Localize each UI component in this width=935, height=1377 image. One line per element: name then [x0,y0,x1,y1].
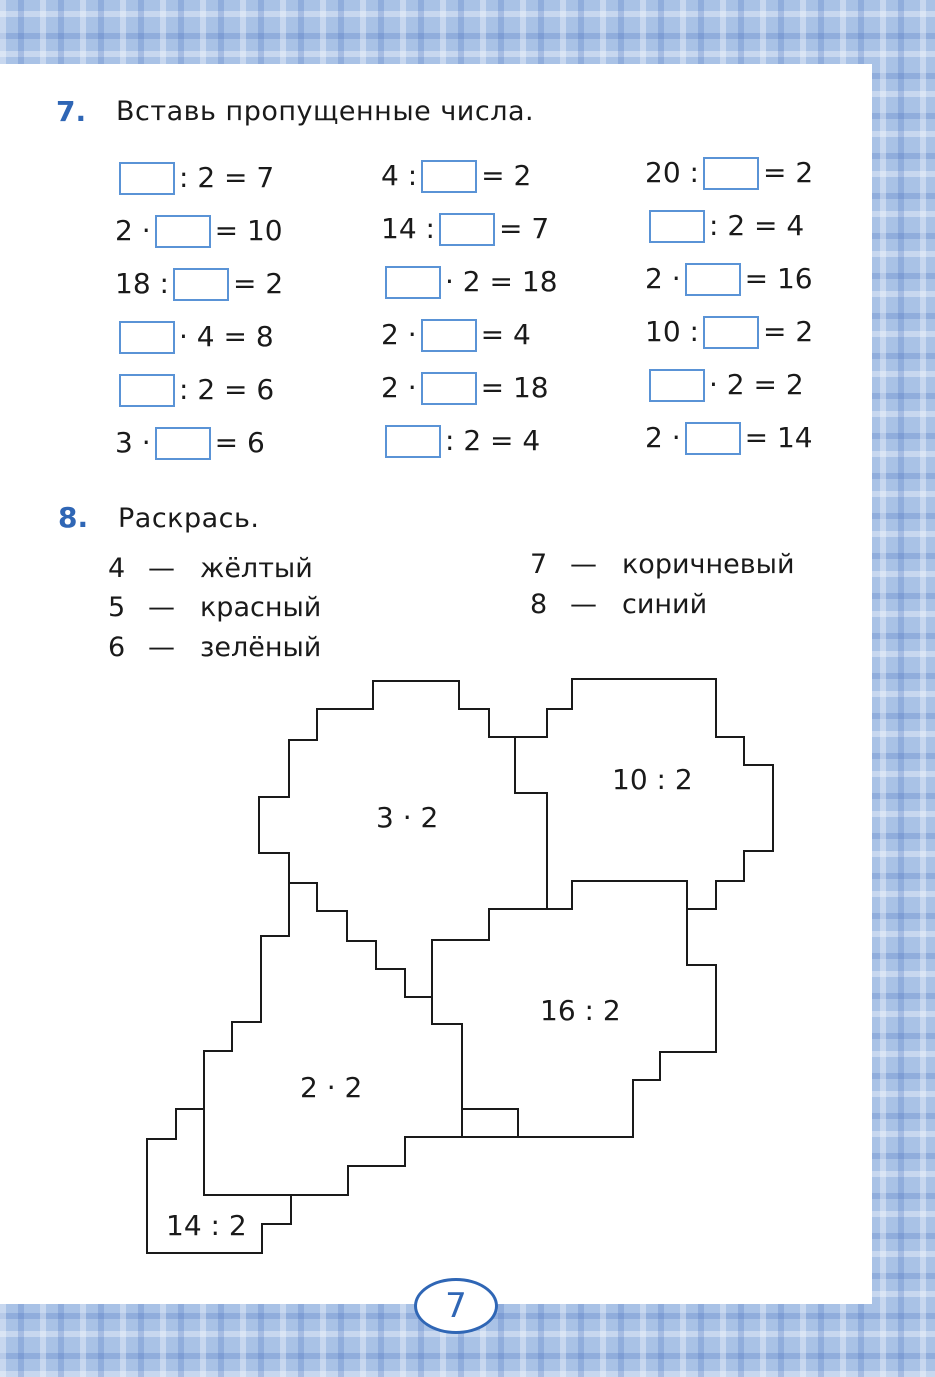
task-8-title: Раскрась. [118,503,260,534]
task-8-number: 8. [58,501,89,534]
region-label: 14 : 2 [166,1209,247,1242]
equation-left: 2 · [381,318,417,351]
equation-right: = 2 [762,156,814,189]
equation-left: 2 · [381,371,417,404]
task-7-number: 7. [56,95,87,128]
equation-left: 14 : [381,212,435,245]
equation-right: = 10 [214,214,283,247]
legend-item: 7 — коричневый [530,549,795,580]
task-7-title: Вставь пропущенные числа. [116,96,535,127]
region-label: 2 · 2 [300,1071,363,1104]
legend-item: 8 — синий [530,589,708,620]
legend-item: 6 — зелёный [108,632,322,663]
equation-right: = 2 [762,315,814,348]
equation-left: 3 · [115,426,151,459]
equation-right: : 2 = 6 [179,373,275,406]
equation-right: : 2 = 4 [709,209,805,242]
equation-right: : 2 = 4 [445,424,541,457]
region-label: 3 · 2 [376,801,439,834]
equation-right: = 18 [480,371,549,404]
equation-right: = 7 [498,212,550,245]
equation-left: 4 : [381,159,418,192]
equation-left: 10 : [645,315,699,348]
equation-right: = 2 [481,159,532,192]
equation-right: · 4 = 8 [179,320,274,353]
equation-right: = 16 [744,262,813,295]
equation-left: 2 · [645,262,681,295]
equation-left: 2 · [115,214,151,247]
equation-right: = 2 [232,267,284,300]
region-label: 16 : 2 [540,994,621,1027]
equation-right: = 6 [214,426,265,459]
page-number: 7 [414,1278,498,1334]
legend-item: 4 — жёлтый [108,553,313,584]
legend-item: 5 — красный [108,592,322,623]
equation-left: 18 : [115,267,169,300]
equation-right: = 14 [744,421,813,454]
equation-right: · 2 = 2 [709,368,804,401]
equation-right: : 2 = 7 [179,161,275,194]
equation-right: · 2 = 18 [445,265,558,298]
equation-right: = 4 [480,318,531,351]
region-label: 10 : 2 [612,763,693,796]
equation-left: 2 · [645,421,681,454]
equation-left: 20 : [645,156,699,189]
